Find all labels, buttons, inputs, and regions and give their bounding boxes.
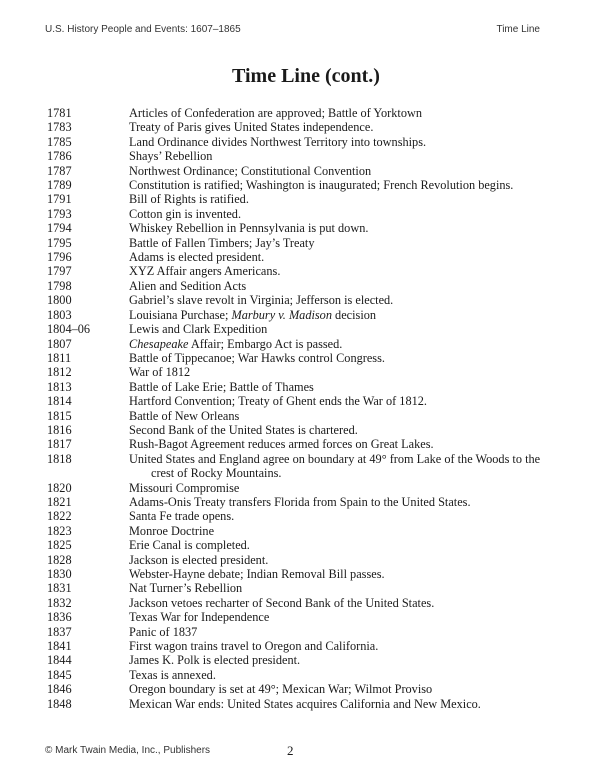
entry-year: 1803 [47, 307, 72, 322]
entry-event [129, 236, 567, 250]
timeline-entry [47, 236, 567, 250]
timeline-entry [47, 596, 567, 610]
entry-year: 1836 [47, 610, 72, 625]
timeline-entry [47, 481, 567, 495]
event-text: Texas is annexed. [129, 667, 216, 682]
entry-year: 1789 [47, 178, 72, 193]
timeline-entry [47, 164, 567, 178]
entry-event [129, 682, 567, 696]
timeline-entry [47, 409, 567, 423]
entry-event [129, 149, 567, 163]
entry-year: 1795 [47, 235, 72, 250]
entry-event [129, 106, 567, 120]
entry-year: 1848 [47, 696, 72, 711]
timeline-entry [47, 697, 567, 711]
event-text: Bill of Rights is ratified. [129, 192, 249, 207]
entry-event [129, 625, 567, 639]
entry-year: 1844 [47, 653, 72, 668]
event-text: Gabriel’s slave revolt in Virginia; Jefferson is elected. [129, 293, 394, 308]
entry-event [129, 495, 567, 509]
event-text: United States and England agree on boundary at 49° from Lake of the Woods to the [129, 451, 541, 466]
entry-event [129, 279, 567, 293]
page-header [45, 24, 540, 35]
timeline-entry [47, 279, 567, 293]
entry-event [129, 697, 567, 711]
entry-year: 1783 [47, 120, 72, 135]
timeline-entry [47, 394, 567, 408]
event-text: Louisiana Purchase; [129, 307, 232, 322]
entry-event [129, 365, 567, 379]
event-text: James K. Polk is elected president. [129, 653, 301, 668]
header-section-title: Time Line [496, 24, 540, 35]
event-text: Battle of Fallen Timbers; Jay’s Treaty [129, 235, 315, 250]
timeline-entry [47, 178, 567, 192]
entry-year: 1811 [47, 350, 72, 365]
timeline-list [47, 106, 567, 711]
timeline-entry [47, 308, 567, 322]
event-text: Constitution is ratified; Washington is inaugurated; French Revolution begins. [129, 178, 514, 193]
entry-event [129, 178, 567, 192]
event-text: Battle of Lake Erie; Battle of Thames [129, 379, 314, 394]
italic-title: Chesapeake [129, 336, 189, 351]
entry-year: 1825 [47, 538, 72, 553]
entry-year: 1804–06 [47, 322, 91, 337]
timeline-entry [47, 149, 567, 163]
entry-year: 1846 [47, 682, 72, 697]
entry-event [129, 481, 567, 495]
entry-year: 1832 [47, 595, 72, 610]
entry-year: 1837 [47, 624, 72, 639]
entry-event [129, 596, 567, 610]
timeline-entry [47, 423, 567, 437]
entry-year: 1816 [47, 422, 72, 437]
page-number: 2 [287, 743, 294, 758]
event-text: Affair; Embargo Act is passed. [188, 336, 343, 351]
event-text: Articles of Confederation are approved; Battle of Yorktown [129, 106, 422, 120]
entry-year: 1818 [47, 451, 72, 466]
timeline-entry [47, 495, 567, 509]
entry-event [129, 639, 567, 653]
entry-year: 1830 [47, 567, 72, 581]
entry-event [129, 135, 567, 149]
entry-event [129, 538, 567, 552]
timeline-entry [47, 567, 567, 581]
timeline-entry [47, 250, 567, 264]
entry-year: 1796 [47, 250, 72, 265]
entry-event [129, 653, 567, 667]
entry-event [129, 423, 567, 437]
entry-event [129, 509, 567, 523]
timeline-entry [47, 221, 567, 235]
event-text: Treaty of Paris gives United States independence. [129, 120, 374, 135]
event-text: Adams is elected president. [129, 250, 265, 265]
entry-year: 1797 [47, 264, 72, 279]
event-text: Webster-Hayne debate; Indian Removal Bill passes. [129, 567, 385, 581]
entry-year: 1794 [47, 221, 72, 236]
entry-year: 1822 [47, 509, 72, 524]
event-text: decision [331, 307, 377, 322]
event-text: Nat Turner’s Rebellion [129, 581, 243, 596]
entry-year: 1791 [47, 192, 72, 207]
event-text: Jackson vetoes recharter of Second Bank of the United States. [129, 595, 435, 610]
event-text: Shays’ Rebellion [129, 149, 213, 164]
entry-event [129, 581, 567, 595]
timeline-entry [47, 452, 567, 481]
timeline-entry [47, 135, 567, 149]
event-text: Santa Fe trade opens. [129, 509, 235, 524]
entry-year: 1815 [47, 408, 72, 423]
event-text: First wagon trains travel to Oregon and California. [129, 639, 379, 654]
entry-event [129, 394, 567, 408]
timeline-entry [47, 106, 567, 120]
event-text: XYZ Affair angers Americans. [129, 264, 281, 279]
entry-event [129, 524, 567, 538]
entry-event [129, 337, 567, 351]
event-text: Alien and Sedition Acts [129, 278, 247, 293]
timeline-entry [47, 668, 567, 682]
entry-year: 1800 [47, 293, 72, 308]
entry-event [129, 192, 567, 206]
entry-event [129, 221, 567, 235]
timeline-entry [47, 380, 567, 394]
timeline-entry [47, 192, 567, 206]
event-text: Missouri Compromise [129, 480, 240, 495]
event-text: Erie Canal is completed. [129, 538, 250, 553]
entry-year: 1814 [47, 394, 72, 409]
entry-event [129, 164, 567, 178]
timeline-entry [47, 264, 567, 278]
timeline-entry [47, 682, 567, 696]
entry-event [129, 668, 567, 682]
entry-event [129, 120, 567, 134]
header-book-title: U.S. History People and Events: 1607–1865 [45, 24, 241, 35]
timeline-entry [47, 207, 567, 221]
entry-event [129, 610, 567, 624]
entry-year: 1845 [47, 667, 72, 682]
timeline-entry [47, 653, 567, 667]
event-text: Second Bank of the United States is chartered. [129, 422, 358, 437]
entry-event [129, 380, 567, 394]
timeline-entry [47, 437, 567, 451]
event-text: Rush-Bagot Agreement reduces armed forces on Great Lakes. [129, 437, 434, 452]
event-text: Adams-Onis Treaty transfers Florida from Spain to the United States. [129, 494, 471, 509]
entry-year: 1812 [47, 365, 72, 380]
event-text: Land Ordinance divides Northwest Territory into townships. [129, 134, 427, 149]
timeline-entry [47, 509, 567, 523]
timeline-entry [47, 293, 567, 307]
entry-event [129, 322, 567, 336]
entry-event [129, 409, 567, 423]
entry-event [129, 293, 567, 307]
entry-year: 1831 [47, 581, 72, 596]
entry-year: 1813 [47, 379, 72, 394]
entry-event [129, 567, 567, 581]
timeline-entry [47, 524, 567, 538]
entry-year: 1785 [47, 134, 72, 149]
italic-title: Marbury v. Madison [231, 307, 332, 322]
entry-event [129, 264, 567, 278]
event-text: Battle of Tippecanoe; War Hawks control Congress. [129, 350, 385, 365]
entry-year: 1793 [47, 206, 72, 221]
timeline-entry [47, 610, 567, 624]
entry-event [129, 250, 567, 264]
entry-year: 1817 [47, 437, 72, 452]
footer-copyright: © Mark Twain Media, Inc., Publishers [45, 745, 211, 756]
entry-year: 1787 [47, 163, 72, 178]
event-text: War of 1812 [129, 365, 191, 380]
timeline-entry [47, 553, 567, 567]
entry-year: 1781 [47, 106, 72, 120]
timeline-entry [47, 581, 567, 595]
event-text: Northwest Ordinance; Constitutional Convention [129, 163, 372, 178]
event-text: Panic of 1837 [129, 624, 198, 639]
entry-year: 1823 [47, 523, 72, 538]
entry-event [129, 452, 567, 481]
timeline-entry [47, 351, 567, 365]
timeline-entry [47, 538, 567, 552]
timeline-entry [47, 322, 567, 336]
entry-year: 1786 [47, 149, 72, 164]
event-continuation: crest of Rocky Mountains. [151, 466, 282, 481]
entry-event [129, 351, 567, 365]
page-title: Time Line (cont.) [232, 65, 380, 87]
event-text: Cotton gin is invented. [129, 206, 242, 221]
timeline-entry [47, 337, 567, 351]
timeline-entry [47, 365, 567, 379]
entry-event [129, 207, 567, 221]
event-text: Monroe Doctrine [129, 523, 215, 538]
entry-year: 1798 [47, 278, 72, 293]
entry-event [129, 553, 567, 567]
timeline-entry [47, 639, 567, 653]
timeline-entry [47, 625, 567, 639]
entry-year: 1828 [47, 552, 72, 567]
entry-event [129, 437, 567, 451]
event-text: Lewis and Clark Expedition [129, 322, 268, 337]
event-text: Texas War for Independence [129, 610, 270, 625]
event-text: Jackson is elected president. [129, 552, 269, 567]
entry-year: 1820 [47, 480, 72, 495]
event-text: Battle of New Orleans [129, 408, 240, 423]
entry-year: 1841 [47, 639, 72, 654]
event-text: Mexican War ends: United States acquires California and New Mexico. [129, 696, 481, 711]
timeline-entry [47, 120, 567, 134]
entry-event [129, 308, 567, 322]
entry-year: 1807 [47, 336, 72, 351]
event-text: Hartford Convention; Treaty of Ghent ends the War of 1812. [129, 394, 427, 409]
event-text: Oregon boundary is set at 49°; Mexican War; Wilmot Proviso [129, 682, 433, 697]
entry-year: 1821 [47, 494, 72, 509]
event-text: Whiskey Rebellion in Pennsylvania is put down. [129, 221, 369, 236]
